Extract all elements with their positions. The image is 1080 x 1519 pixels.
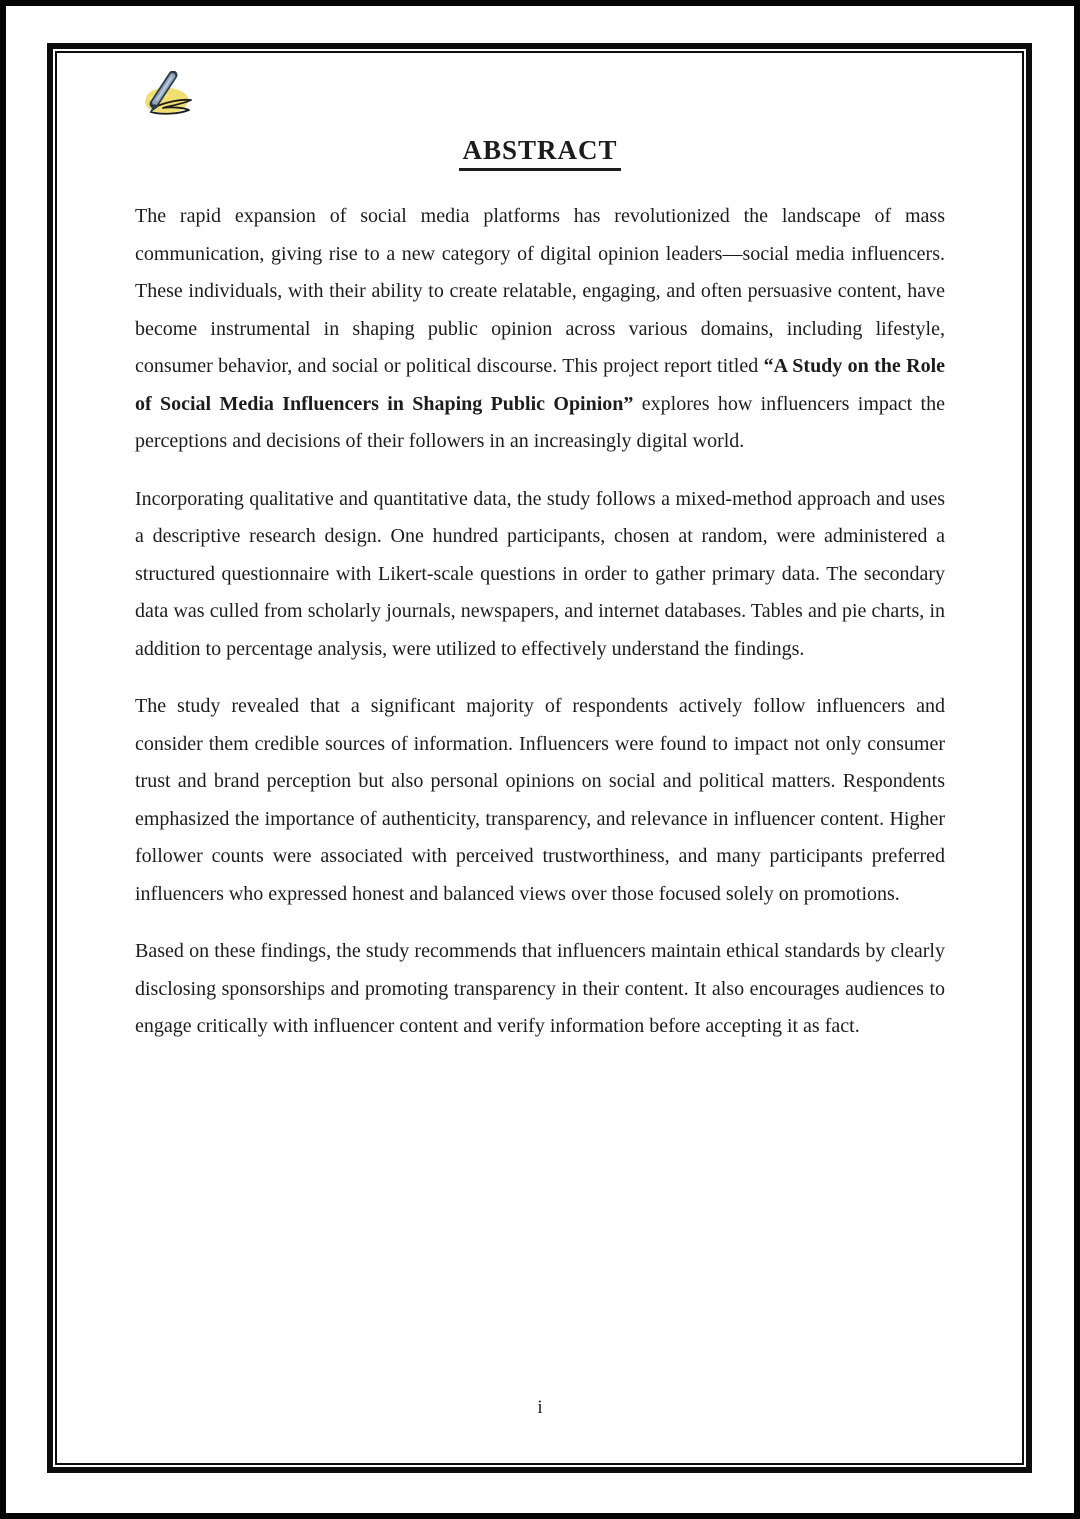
page-number: i (537, 1397, 543, 1418)
paragraph-text: Based on these findings, the study recommends that influencers maintain ethical standards by clearly disclosing sponsorships and promoting transparency in their content. It also encourages audiences to engage critically with influencer content and verify information before accepting it as fact. (135, 940, 945, 1037)
report-title-bold-text: “A Study on the Role of Social Media Influencers in Shaping Public Opinion” (135, 355, 946, 415)
abstract-paragraph (135, 198, 945, 461)
abstract-paragraph (135, 688, 945, 913)
paragraph-text: The rapid expansion of social media platforms has revolutionized the landscape of mass communication, giving rise to a new category of digital opinion leaders—social media influencers. These individuals, with their ability to create relatable, engaging, and often persuasive content, have become instrumental in shaping public opinion across various domains, including lifestyle, consumer behavior, and social or political discourse. This project report titled (135, 205, 945, 377)
page-content (135, 71, 945, 1066)
document-page (6, 6, 1074, 1513)
paragraph-text: explores how influencers impact the perceptions and decisions of their followers in an increasingly digital world. (135, 392, 945, 452)
abstract-paragraphs (135, 198, 945, 1046)
paragraph-text: Incorporating qualitative and quantitative data, the study follows a mixed-method approach and uses a descriptive research design. One hundred participants, chosen at random, were administered a structured questionnaire with Likert-scale questions in order to gather primary data. The secondary data was culled from scholarly journals, newspapers, and internet databases. Tables and pie charts, in addition to percentage analysis, were utilized to effectively understand the findings. (135, 487, 945, 660)
pen-icon (139, 71, 197, 119)
abstract-paragraph (135, 481, 945, 669)
paragraph-text: The study revealed that a significant majority of respondents actively follow influencers and consider them credible sources of information. Influencers were found to impact not only consumer trust and brand perception but also personal opinions on social and political matters. Respondents emphasized the importance of authenticity, transparency, and relevance in influencer content. Higher follower counts were associated with perceived trustworthiness, and many participants preferred influencers who expressed honest and balanced views over those focused solely on promotions. (135, 695, 945, 905)
page-title: ABSTRACT (135, 133, 945, 171)
abstract-paragraph (135, 933, 945, 1046)
